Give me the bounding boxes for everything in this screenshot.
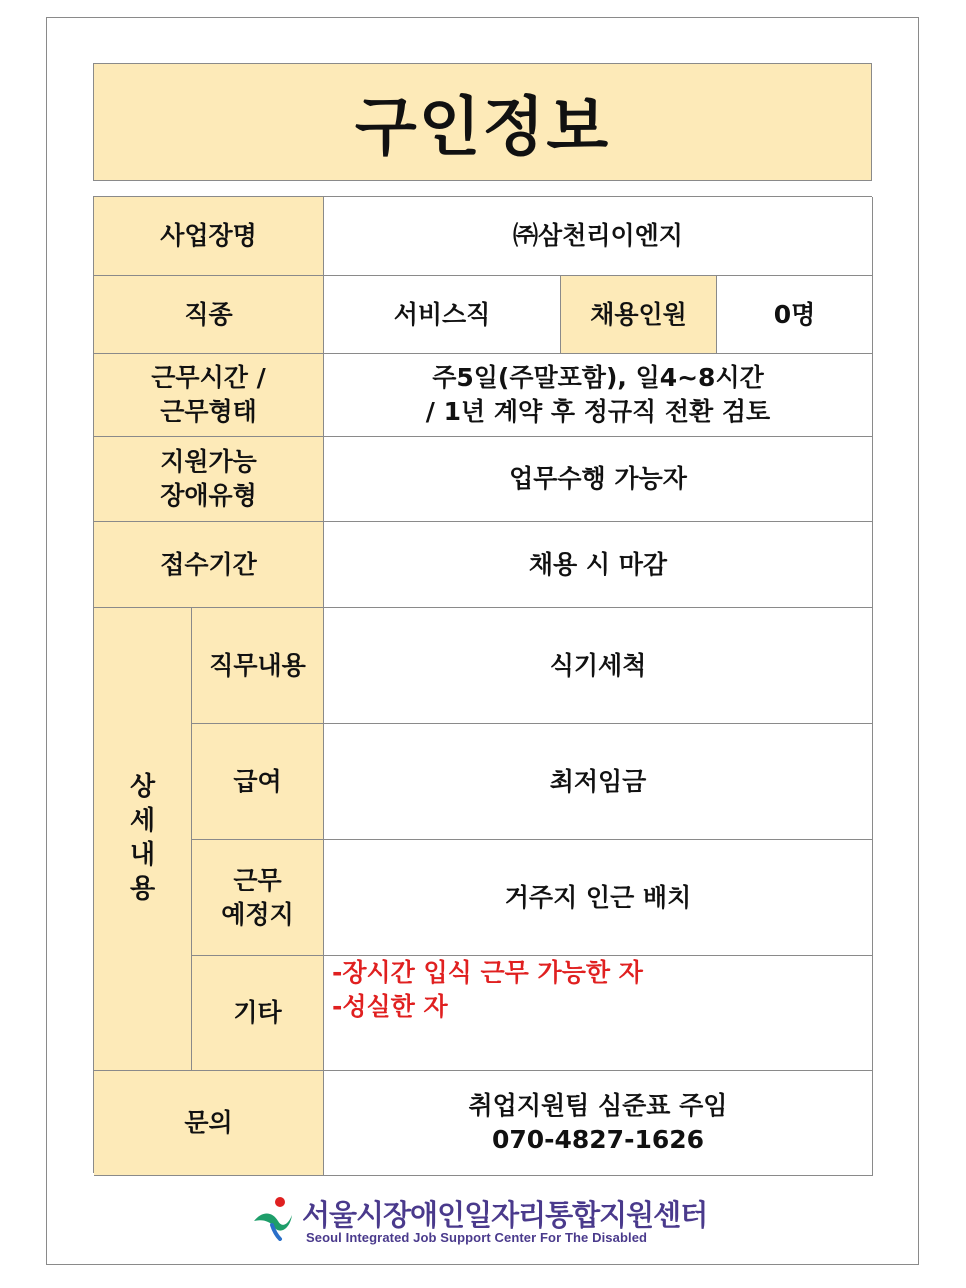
details-group-char: 내	[129, 840, 156, 870]
work-hours-label	[94, 354, 324, 437]
contact-person: 취업지원팀 심준표 주임	[468, 1091, 728, 1121]
work-hours-value-line-1: 주5일(주말포함), 일4~8시간	[432, 363, 764, 393]
work-hours-value	[324, 354, 873, 437]
contact-label: 문의	[94, 1071, 324, 1176]
work-location-value: 거주지 인근 배치	[324, 840, 873, 956]
headcount-label: 채용인원	[561, 276, 717, 354]
contact-phone: 070-4827-1626	[491, 1125, 705, 1154]
application-period-value: 채용 시 마감	[324, 522, 873, 608]
company-label: 사업장명	[94, 197, 324, 276]
headcount-value: 0명	[717, 276, 873, 354]
job-type-value: 서비스직	[324, 276, 561, 354]
disability-type-value: 업무수행 가능자	[324, 437, 873, 522]
work-location-label-line-2: 예정지	[221, 899, 294, 929]
org-footer	[250, 1193, 720, 1253]
details-group-char: 상	[129, 772, 156, 803]
duties-label: 직무내용	[192, 608, 324, 724]
salary-value: 최저임금	[324, 724, 873, 840]
job-info-table	[93, 196, 872, 1173]
company-value: ㈜삼천리이엔지	[324, 197, 873, 276]
contact-value	[324, 1071, 873, 1176]
job-type-label: 직종	[94, 276, 324, 354]
etc-value	[324, 956, 873, 1071]
work-hours-value-line-2: / 1년 계약 후 정규직 전환 검토	[425, 397, 771, 426]
org-name-en: Seoul Integrated Job Support Center For The Disabled	[306, 1230, 648, 1245]
work-location-label-line-1: 근무	[233, 865, 282, 895]
disability-type-label-line-1: 지원가능	[160, 447, 257, 477]
seoul-logo-icon	[250, 1195, 296, 1241]
details-group-label	[94, 608, 192, 1071]
work-hours-label-line-2: 근무형태	[160, 397, 257, 426]
etc-value-line-2: -성실한 자	[332, 991, 448, 1021]
disability-type-label-line-2: 장애유형	[160, 481, 257, 510]
details-group-char: 세	[129, 806, 156, 837]
etc-label: 기타	[192, 956, 324, 1071]
etc-value-line-1: -장시간 입식 근무 가능한 자	[332, 958, 643, 987]
work-hours-label-line-1: 근무시간 /	[151, 363, 266, 393]
disability-type-label	[94, 437, 324, 522]
page-title: 구인정보	[354, 91, 611, 165]
salary-label: 급여	[192, 724, 324, 840]
details-group-char: 용	[129, 873, 156, 904]
application-period-label: 접수기간	[94, 522, 324, 608]
work-location-label	[192, 840, 324, 956]
title-banner	[93, 63, 872, 181]
org-name: 서울시장애인일자리통합지원센터	[302, 1198, 708, 1232]
duties-value: 식기세척	[324, 608, 873, 724]
